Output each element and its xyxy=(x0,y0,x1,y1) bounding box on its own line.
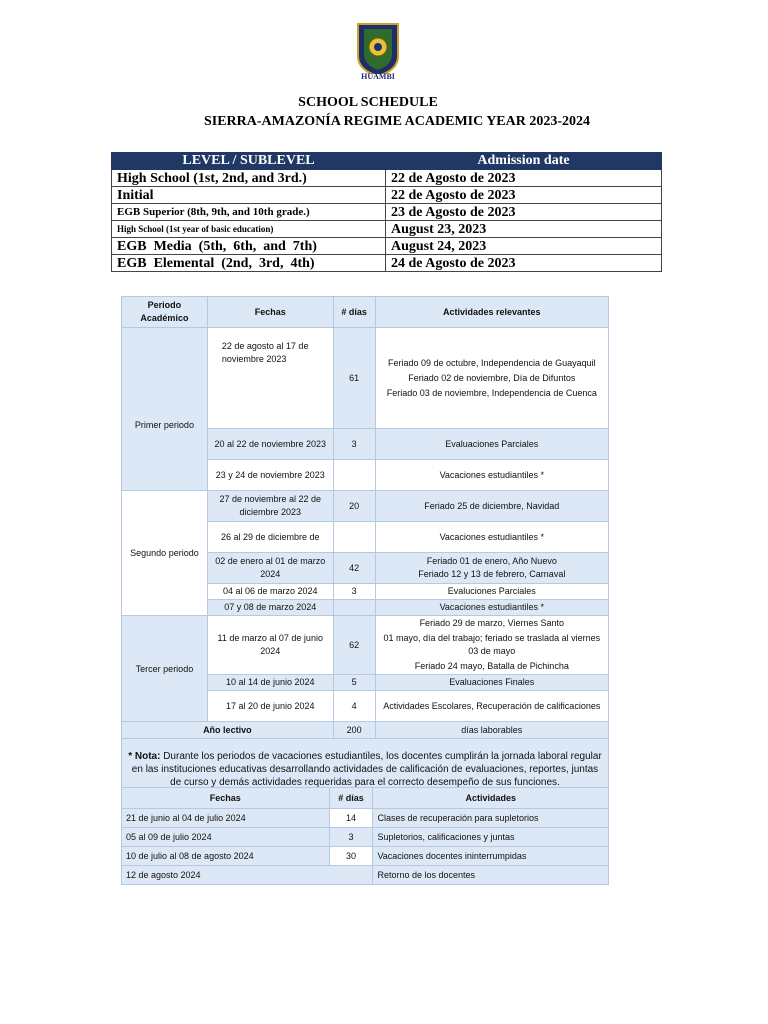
header-activities: Actividades relevantes xyxy=(375,297,608,328)
table-row xyxy=(122,491,609,522)
admission-level: EGB Superior (8th, 9th, and 10th grade.) xyxy=(112,204,386,221)
period-name: Segundo periodo xyxy=(122,491,208,616)
footer-text: días laborables xyxy=(375,722,608,739)
admission-header-date: Admission date xyxy=(386,153,662,170)
note-label: * Nota: xyxy=(128,750,161,762)
admission-date: August 24, 2023 xyxy=(386,238,662,255)
periods-table xyxy=(121,296,609,800)
teachers-header-row xyxy=(122,788,609,809)
row-dates: 04 al 06 de marzo 2024 xyxy=(207,584,333,600)
admission-date: August 23, 2023 xyxy=(386,221,662,238)
row-dates: 10 de julio al 08 de agosto 2024 xyxy=(122,847,330,866)
row-activities: Evaluaciones Finales xyxy=(375,675,608,691)
activity-line: Feriado 02 de noviembre, Día de Difuntos xyxy=(408,372,576,383)
row-dates: 20 al 22 de noviembre 2023 xyxy=(207,429,333,460)
activity-line: Feriado 29 de marzo, Viernes Santo xyxy=(419,618,564,628)
admission-level: Initial xyxy=(112,187,386,204)
row-activities: Vacaciones estudiantiles * xyxy=(375,522,608,553)
row-activities: Vacaciones estudiantiles * xyxy=(375,600,608,616)
row-days xyxy=(333,460,375,491)
table-row xyxy=(122,847,609,866)
table-row xyxy=(122,809,609,828)
table-row xyxy=(112,170,662,187)
row-activities: Evaluaciones Parciales xyxy=(375,429,608,460)
page-title: SCHOOL SCHEDULE xyxy=(298,95,438,110)
admission-level: High School (1st year of basic education) xyxy=(112,221,386,238)
table-row xyxy=(122,328,609,429)
row-days xyxy=(333,522,375,553)
header-period: Periodo Académico xyxy=(122,297,208,328)
row-days: 3 xyxy=(333,429,375,460)
row-activity: Supletorios, calificaciones y juntas xyxy=(373,828,609,847)
table-row xyxy=(122,866,609,885)
row-activities xyxy=(375,553,608,584)
row-days: 14 xyxy=(329,809,373,828)
row-days: 3 xyxy=(333,584,375,600)
row-activities: Evaluciones Parciales xyxy=(375,584,608,600)
row-dates: 05 al 09 de julio 2024 xyxy=(122,828,330,847)
activity-line: Feriado 24 mayo, Batalla de Pichincha xyxy=(414,661,569,671)
row-days: 4 xyxy=(333,691,375,722)
row-activity: Retorno de los docentes xyxy=(373,866,609,885)
periods-header-row xyxy=(122,297,609,328)
logo-label: HUAMBI xyxy=(361,72,395,81)
header-days: # días xyxy=(329,788,373,809)
row-activity: Clases de recuperación para supletorios xyxy=(373,809,609,828)
row-dates: 21 de junio al 04 de julio 2024 xyxy=(122,809,330,828)
row-dates: 23 y 24 de noviembre 2023 xyxy=(207,460,333,491)
row-dates: 26 al 29 de diciembre de xyxy=(207,522,333,553)
row-dates: 10 al 14 de junio 2024 xyxy=(207,675,333,691)
admission-date: 22 de Agosto de 2023 xyxy=(386,187,662,204)
header-dates: Fechas xyxy=(207,297,333,328)
row-days: 3 xyxy=(329,828,373,847)
period-name: Primer periodo xyxy=(122,328,208,491)
table-row xyxy=(112,221,662,238)
note-text: Durante los periodos de vacaciones estudiantiles, los docentes cumplirán la jornada laboral regular en las instituciones educativas desarrollando actividades de calificación de evaluaciones, reportes, juntas de curso y demás actividades requeridas para el correcto desempeño de sus funciones. xyxy=(131,750,602,788)
row-days xyxy=(333,600,375,616)
admission-level: EGB Media (5th, 6th, and 7th) xyxy=(112,238,386,255)
header-days: # días xyxy=(333,297,375,328)
page-subtitle: SIERRA-AMAZONÍA REGIME ACADEMIC YEAR 2023-2024 xyxy=(203,114,591,129)
table-row xyxy=(112,255,662,272)
footer-days: 200 xyxy=(333,722,375,739)
row-activities: Actividades Escolares, Recuperación de calificaciones xyxy=(375,691,608,722)
header-activities: Actividades xyxy=(373,788,609,809)
table-row xyxy=(112,187,662,204)
table-row xyxy=(122,616,609,675)
admission-level: High School (1st, 2nd, and 3rd.) xyxy=(112,170,386,187)
row-days: 30 xyxy=(329,847,373,866)
table-row xyxy=(112,204,662,221)
table-row xyxy=(112,238,662,255)
row-activities xyxy=(375,616,608,675)
row-dates: 12 de agosto 2024 xyxy=(122,866,373,885)
row-activities xyxy=(375,328,608,429)
row-days: 61 xyxy=(333,328,375,429)
row-activities: Vacaciones estudiantiles * xyxy=(375,460,608,491)
activity-line: 01 mayo, día del trabajo; feriado se traslada al viernes 03 de mayo xyxy=(383,633,601,656)
admission-level: EGB Elemental (2nd, 3rd, 4th) xyxy=(112,255,386,272)
row-dates: 11 de marzo al 07 de junio 2024 xyxy=(207,616,333,675)
school-logo xyxy=(355,22,401,86)
admission-header-row xyxy=(112,153,662,170)
teachers-table xyxy=(121,787,609,885)
row-days: 62 xyxy=(333,616,375,675)
row-activities: Feriado 25 de diciembre, Navidad xyxy=(375,491,608,522)
row-dates: 27 de noviembre al 22 de diciembre 2023 xyxy=(207,491,333,522)
periods-footer-row xyxy=(122,722,609,739)
row-days: 5 xyxy=(333,675,375,691)
admission-header-level: LEVEL / SUBLEVEL xyxy=(112,153,386,170)
activity-line: Feriado 12 y 13 de febrero, Carnaval xyxy=(418,569,566,579)
row-dates: 22 de agosto al 17 de noviembre 2023 xyxy=(207,328,333,429)
admission-date: 24 de Agosto de 2023 xyxy=(386,255,662,272)
row-activity: Vacaciones docentes ininterrumpidas xyxy=(373,847,609,866)
activity-line: Feriado 03 de noviembre, Independencia de Cuenca xyxy=(386,387,597,398)
footer-label: Año lectivo xyxy=(122,722,334,739)
activity-line: Feriado 09 de octubre, Independencia de Guayaquil xyxy=(387,357,596,368)
admission-date: 23 de Agosto de 2023 xyxy=(386,204,662,221)
row-days: 42 xyxy=(333,553,375,584)
row-dates: 02 de enero al 01 de marzo 2024 xyxy=(207,553,333,584)
activity-line: Feriado 01 de enero, Año Nuevo xyxy=(426,556,557,566)
table-row xyxy=(122,828,609,847)
period-name: Tercer periodo xyxy=(122,616,208,722)
row-days: 20 xyxy=(333,491,375,522)
row-dates: 07 y 08 de marzo 2024 xyxy=(207,600,333,616)
admission-table xyxy=(111,152,662,272)
admission-date: 22 de Agosto de 2023 xyxy=(386,170,662,187)
row-dates: 17 al 20 de junio 2024 xyxy=(207,691,333,722)
header-dates: Fechas xyxy=(122,788,330,809)
